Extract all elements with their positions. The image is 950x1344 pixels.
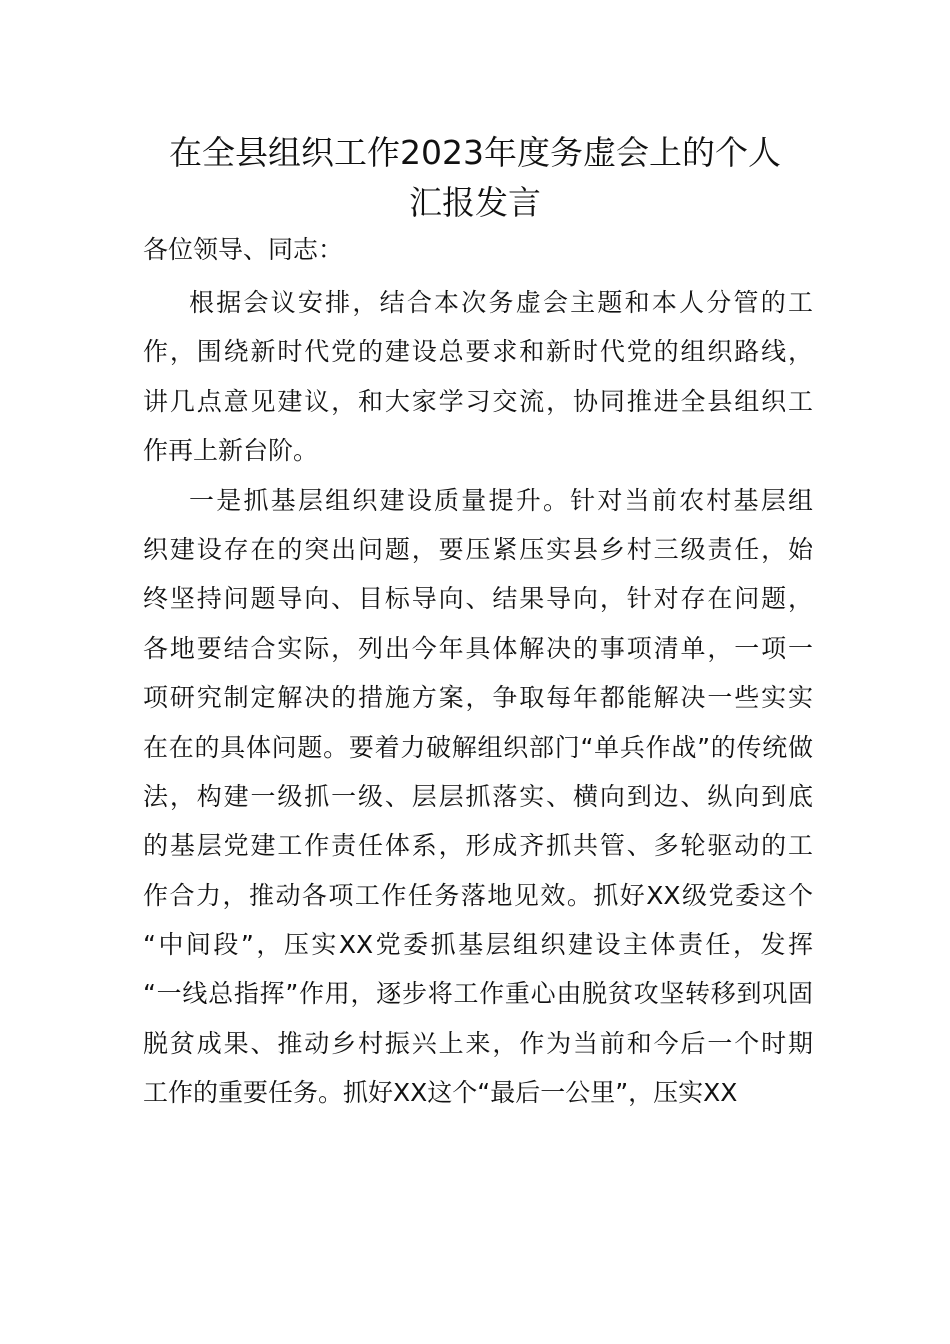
text-line: 脱贫成果、推动乡村振兴上来，作为当前和今后一个时期 bbox=[143, 1028, 813, 1058]
paragraph bbox=[143, 278, 813, 476]
text-line: 作合力，推动各项工作任务落地见效。抓好XX级党委这个 bbox=[143, 880, 813, 910]
text-line: 织建设存在的突出问题，要压紧压实县乡村三级责任，始 bbox=[143, 534, 813, 564]
text-line: 作再上新台阶。 bbox=[143, 436, 319, 466]
text-line: 根据会议安排，结合本次务虚会主题和本人分管的工 bbox=[189, 288, 813, 317]
text-line: “一线总指挥”作用，逐步将工作重心由脱贫攻坚转移到巩固 bbox=[143, 979, 813, 1009]
text-line: “中间段”，压实XX党委抓基层组织建设主体责任，发挥 bbox=[143, 930, 813, 960]
text-line: 项研究制定解决的措施方案，争取每年都能解决一些实实 bbox=[143, 683, 813, 713]
salutation: 各位领导、同志： bbox=[143, 235, 344, 264]
text-line: 各地要结合实际，列出今年具体解决的事项清单，一项一 bbox=[143, 633, 813, 663]
text-line: 工作的重要任务。抓好XX这个“最后一公里”，压实XX bbox=[143, 1078, 738, 1108]
title-line-2: 汇报发言 bbox=[409, 183, 541, 222]
document-title bbox=[0, 128, 950, 228]
title-line-1: 在全县组织工作2023年度务虚会上的个人 bbox=[169, 133, 781, 172]
text-line: 的基层党建工作责任体系，形成齐抓共管、多轮驱动的工 bbox=[143, 831, 813, 861]
text-line: 在在的具体问题。要着力破解组织部门“单兵作战”的传统做 bbox=[143, 732, 813, 762]
text-line: 法，构建一级抓一级、层层抓落实、横向到边、纵向到底 bbox=[143, 781, 813, 811]
document-body bbox=[143, 278, 813, 1118]
text-line: 作，围绕新时代党的建设总要求和新时代党的组织路线， bbox=[143, 337, 813, 367]
text-line: 一是抓基层组织建设质量提升。针对当前农村基层组 bbox=[189, 485, 813, 515]
paragraph bbox=[143, 476, 813, 1118]
text-line: 讲几点意见建议，和大家学习交流，协同推进全县组织工 bbox=[143, 386, 813, 416]
text-line: 终坚持问题导向、目标导向、结果导向，针对存在问题， bbox=[143, 584, 813, 614]
